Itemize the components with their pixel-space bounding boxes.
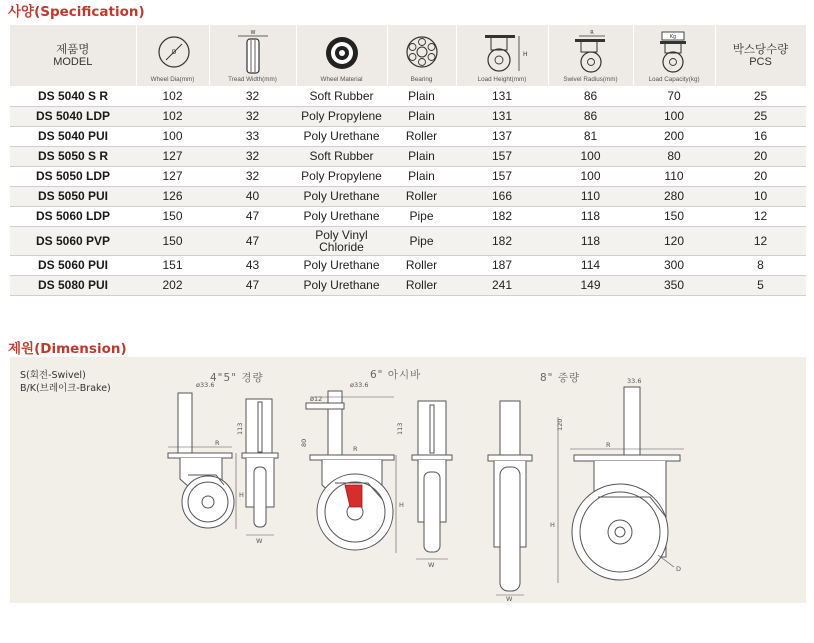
header-model-ko: 제품명 <box>56 41 90 56</box>
cell-pcs: 20 <box>753 149 768 163</box>
diagram-label-light: 4"5" 경량 <box>210 372 264 384</box>
cell-swivel-radius: 86 <box>583 88 598 103</box>
dim-label-h-medium: H <box>399 501 404 509</box>
dim-label-r-light: R <box>215 439 220 447</box>
cell-bearing: Roller <box>405 129 438 143</box>
cell-swivel-radius: 114 <box>580 258 601 272</box>
cell-bearing: Roller <box>405 258 438 272</box>
svg-text:D: D <box>171 49 176 56</box>
dim-label-stem-medium: ø33.6 <box>350 381 369 389</box>
cell-model: DS 5040 S R <box>37 88 109 103</box>
header-pcs-en: PCS <box>749 55 772 68</box>
cell-pcs: 25 <box>753 88 768 103</box>
cell-pcs: 12 <box>753 233 768 248</box>
cell-swivel-radius: 149 <box>580 278 601 292</box>
dim-label-r-heavy: R <box>606 441 611 449</box>
cell-tread-width: 32 <box>245 149 260 163</box>
cell-wheel-material: Poly Propylene <box>301 169 382 183</box>
load-capacity-icon <box>634 30 716 76</box>
dim-label-h-heavy: H <box>550 521 555 529</box>
table-row <box>10 226 806 255</box>
cell-swivel-radius: 100 <box>580 149 601 163</box>
cell-wheel-material: Poly Urethane <box>303 189 380 203</box>
header-tread-width <box>209 25 296 86</box>
cell-load-height: 241 <box>491 278 513 292</box>
cell-load-height: 182 <box>491 209 513 223</box>
cell-wheel-material: Poly Urethane <box>303 278 380 292</box>
cell-load-capacity: 120 <box>663 233 685 248</box>
swivel-radius-icon <box>549 30 634 76</box>
heavy-caster-side-drawing <box>558 387 684 583</box>
dim-label-120: 120 <box>556 418 564 431</box>
header-model-en: MODEL <box>53 55 93 68</box>
cell-load-height: 157 <box>491 169 513 183</box>
cell-swivel-radius: 110 <box>580 189 601 203</box>
diagram-label-medium: 6" 아시바 <box>370 369 422 381</box>
cell-model: DS 5060 PUI <box>37 258 109 272</box>
cell-swivel-radius: 118 <box>580 209 601 223</box>
table-row <box>10 106 806 126</box>
cell-wheel-dia: 127 <box>162 149 183 163</box>
cell-bearing: Roller <box>405 278 438 292</box>
cell-wheel-dia: 100 <box>162 129 183 143</box>
cell-load-height: 137 <box>491 129 513 143</box>
header-load-capacity-caption: Load Capacity(kg) <box>648 76 700 83</box>
dim-label-113-medium: 113 <box>396 422 404 435</box>
wheel-dia-icon <box>137 30 210 76</box>
cell-tread-width: 40 <box>245 189 260 203</box>
svg-text:H: H <box>522 51 528 58</box>
legend-brake: B/K(브레이크-Brake) <box>20 383 111 394</box>
cell-pcs: 10 <box>753 189 768 203</box>
spec-title: 사양(Specification) <box>8 4 145 20</box>
cell-bearing: Plain <box>408 149 435 163</box>
header-load-height <box>456 25 548 86</box>
header-wheel-material <box>296 25 387 86</box>
cell-wheel-dia: 126 <box>162 189 183 203</box>
load-height-icon <box>457 30 549 76</box>
cell-load-capacity: 350 <box>663 278 685 292</box>
spec-table-body <box>10 86 806 295</box>
cell-load-capacity: 80 <box>667 149 681 163</box>
cell-wheel-material: Poly Propylene <box>301 109 382 123</box>
table-row <box>10 255 806 275</box>
header-swivel-radius <box>548 25 633 86</box>
cell-model: DS 5050 PUI <box>37 189 109 203</box>
cell-tread-width: 33 <box>245 129 260 143</box>
header-bearing <box>387 25 456 86</box>
dimension-diagram <box>10 357 806 603</box>
table-header-row <box>10 25 806 86</box>
cell-tread-width: 32 <box>245 169 260 183</box>
heavy-caster-front-drawing <box>488 401 532 595</box>
cell-model: DS 5060 LDP <box>35 209 111 223</box>
light-caster-side-drawing <box>168 393 236 529</box>
bearing-icon <box>388 30 457 76</box>
cell-tread-width: 43 <box>245 258 260 272</box>
cell-bearing: Pipe <box>409 209 434 223</box>
cell-load-capacity: 300 <box>663 258 685 272</box>
dim-label-stem-light: ø33.6 <box>196 381 215 389</box>
header-swivel-radius-caption: Swivel Radius(mm) <box>563 76 618 83</box>
cell-load-capacity: 280 <box>663 189 685 203</box>
cell-load-height: 131 <box>491 88 513 103</box>
cell-tread-width: 32 <box>245 109 260 123</box>
spec-table-wrap <box>10 25 806 296</box>
cell-swivel-radius: 118 <box>580 233 601 248</box>
cell-bearing: Plain <box>408 88 435 103</box>
cell-model: DS 5050 LDP <box>35 169 111 183</box>
diagram-label-heavy: 8" 중량 <box>540 372 581 384</box>
cell-model: DS 5040 PUI <box>37 129 109 143</box>
cell-load-height: 166 <box>491 189 513 203</box>
cell-load-height: 157 <box>491 149 513 163</box>
cell-pcs: 8 <box>757 258 764 272</box>
table-row <box>10 146 806 166</box>
header-tread-width-caption: Tread Width(mm) <box>228 76 277 83</box>
cell-wheel-material: Poly Urethane <box>303 129 380 143</box>
wheel-material-icon <box>297 30 388 76</box>
cell-model: DS 5060 PVP <box>35 233 111 248</box>
medium-caster-side-drawing <box>306 391 396 553</box>
table-row <box>10 206 806 226</box>
legend-swivel: S(회전-Swivel) <box>20 370 86 381</box>
cell-model: DS 5040 LDP <box>35 109 111 123</box>
cell-load-capacity: 110 <box>664 169 684 183</box>
cell-wheel-material: Soft Rubber <box>309 88 374 103</box>
dim-label-12: ø12 <box>310 395 323 403</box>
dim-label-w-medium: W <box>428 561 435 569</box>
cell-wheel-material: Poly Vinyl Chloride <box>315 227 368 254</box>
header-load-capacity <box>633 25 715 86</box>
dim-label-336: 33.6 <box>627 377 642 385</box>
cell-swivel-radius: 81 <box>583 129 598 143</box>
header-pcs-ko: 박스당수량 <box>732 41 789 56</box>
cell-wheel-dia: 102 <box>162 109 183 123</box>
header-bearing-caption: Bearing <box>410 76 433 83</box>
dim-label-113-light: 113 <box>236 422 244 435</box>
table-row <box>10 186 806 206</box>
table-row <box>10 166 806 186</box>
cell-load-height: 187 <box>491 258 513 272</box>
cell-pcs: 5 <box>757 278 764 292</box>
dim-label-h-light: H <box>239 491 244 499</box>
cell-wheel-material: Soft Rubber <box>309 149 374 163</box>
table-row <box>10 126 806 146</box>
header-wheel-dia-caption: Wheel Dia(mm) <box>150 76 195 83</box>
cell-bearing: Plain <box>408 169 435 183</box>
cell-bearing: Roller <box>405 189 438 203</box>
cell-tread-width: 32 <box>245 88 260 103</box>
cell-wheel-dia: 102 <box>162 88 183 103</box>
cell-wheel-dia: 202 <box>162 278 183 292</box>
header-load-height-caption: Load Height(mm) <box>477 76 527 83</box>
cell-pcs: 20 <box>753 169 768 183</box>
cell-wheel-material: Poly Urethane <box>303 258 380 272</box>
dim-label-d: D <box>676 565 682 573</box>
cell-tread-width: 47 <box>245 233 260 248</box>
cell-wheel-dia: 150 <box>162 233 183 248</box>
cell-load-capacity: 100 <box>663 109 685 123</box>
cell-load-capacity: 70 <box>667 88 681 103</box>
tread-width-icon <box>210 30 297 76</box>
cell-bearing: Pipe <box>409 233 434 248</box>
cell-wheel-dia: 150 <box>162 209 183 223</box>
cell-wheel-material: Poly Urethane <box>303 209 380 223</box>
svg-text:R: R <box>589 30 594 36</box>
cell-load-capacity: 150 <box>663 209 685 223</box>
cell-tread-width: 47 <box>245 209 260 223</box>
cell-wheel-dia: 127 <box>162 169 183 183</box>
cell-pcs: 16 <box>753 129 768 143</box>
header-wheel-dia <box>136 25 209 86</box>
svg-text:W: W <box>250 30 255 36</box>
header-pcs <box>715 25 806 86</box>
dim-label-w-light: W <box>256 537 263 545</box>
cell-model: DS 5080 PUI <box>37 278 109 292</box>
cell-load-height: 131 <box>491 109 513 123</box>
header-wheel-material-caption: Wheel Material <box>320 76 363 83</box>
dim-label-r-medium: R <box>353 445 358 453</box>
dim-label-w-heavy: W <box>506 595 513 603</box>
cell-model: DS 5050 S R <box>37 149 109 163</box>
medium-caster-front-drawing <box>412 401 452 559</box>
svg-text:Kg: Kg <box>669 34 676 40</box>
dim-label-80: 80 <box>300 438 308 447</box>
cell-tread-width: 47 <box>245 278 260 292</box>
caster-drawings <box>10 357 806 603</box>
cell-pcs: 25 <box>753 109 768 123</box>
header-model <box>10 25 136 86</box>
cell-pcs: 12 <box>753 209 768 223</box>
cell-swivel-radius: 100 <box>580 169 601 183</box>
table-row <box>10 86 806 106</box>
cell-bearing: Plain <box>408 109 435 123</box>
light-caster-front-drawing <box>242 399 278 535</box>
cell-swivel-radius: 86 <box>583 109 598 123</box>
cell-load-height: 182 <box>491 233 513 248</box>
cell-wheel-dia: 151 <box>162 258 183 272</box>
dimension-title: 제원(Dimension) <box>8 341 127 357</box>
table-row <box>10 275 806 295</box>
cell-load-capacity: 200 <box>663 129 685 143</box>
spec-table <box>10 25 807 296</box>
